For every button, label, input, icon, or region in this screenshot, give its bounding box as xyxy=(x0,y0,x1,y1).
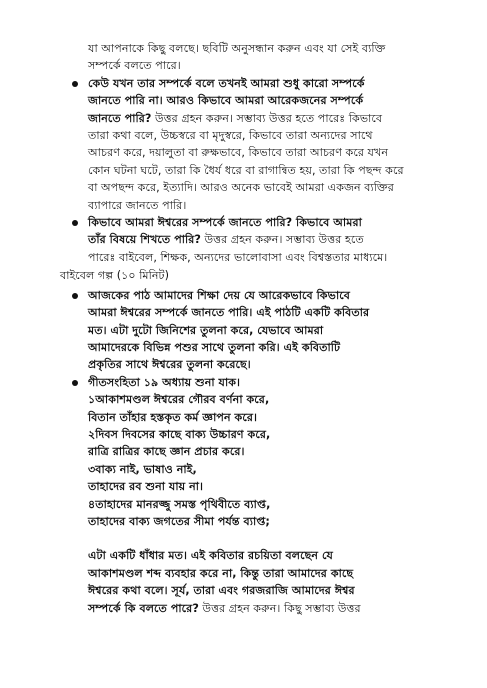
bullet-icon xyxy=(72,220,78,226)
list-item xyxy=(60,287,443,374)
verse-line: বিতান তাঁহার হস্তকৃত কর্ম জ্ঞাপন করে। xyxy=(88,410,258,424)
text-line: তারা কথা বলে, উচ্চস্বরে বা মৃদুস্বরে, কিভাবে তারা অন্যদের সাথে xyxy=(88,129,373,143)
verse-line: তাহাদের বাক্য জগতের সীমা পর্যন্ত ব্যাপ্ত; xyxy=(88,514,270,528)
text-line: বা অপছন্দ করে, ইত্যাদি। আরও অনেক ভাবেই আমরা একজন ব্যক্তির xyxy=(88,181,394,195)
bold-line: মত। এটা দুটো জিনিশের তুলনা করে, যেভাবে আমরা xyxy=(88,323,324,337)
text-line: আচরণ করে, দয়ালুতা বা রুক্ষভাবে, কিভাবে তারা আচরণ করে যখন xyxy=(88,146,389,160)
bold-question: সম্পর্কে কি বলতে পারে? xyxy=(88,601,199,615)
text-line: যা আপনাকে কিছু বলছে। ছবিটি অনুসন্ধান করুন এবং যা সেই ব্যক্তি xyxy=(88,42,386,55)
text-line: ব্যাপারে জানতে পারি। xyxy=(88,198,187,212)
verse-line: ২দিবস দিবসের কাছে বাক্য উচ্চারণ করে, xyxy=(88,427,271,441)
verse-line: ৩বাক্য নাই, ভাষাও নাই, xyxy=(88,462,197,476)
closing-paragraph xyxy=(60,547,443,617)
verse-line: তাহাদের রব শুনা যায় না। xyxy=(88,480,204,494)
text-line: পারেঃ বাইবেল, শিক্ষক, অন্যদের ভালোবাসা এবং বিশ্বস্ততার মাধ্যমে। xyxy=(88,250,388,264)
bold-question: তাঁর বিষয়ে শিখতে পারি? xyxy=(88,233,201,247)
text-run: উত্তর গ্রহন করুন। কিছু সম্ভাব্য উত্তর xyxy=(198,601,361,615)
bold-line: গীতসংহিতা ১৯ অধ্যায় শুনা যাক। xyxy=(88,375,241,389)
verse-line: রাত্রি রাত্রির কাছে জ্ঞান প্রচার করে। xyxy=(88,445,245,459)
bold-line: আজকের পাঠ আমাদের শিক্ষা দেয় যে আরেকভাবে কিভাবে xyxy=(88,288,350,302)
list-item xyxy=(60,374,443,531)
list-item xyxy=(60,75,443,214)
verse-line: ১আকাশমণ্ডল ঈশ্বরের গৌরব বর্ণনা করে, xyxy=(88,393,270,407)
list-item xyxy=(60,214,443,266)
bold-line: কেউ যখন তার সম্পর্কে বলে তখনই আমরা শুধু কারো সম্পর্কে xyxy=(88,76,365,90)
bullet-icon xyxy=(72,380,78,386)
bullet-icon xyxy=(72,81,78,87)
text-line: কোন ঘটনা ঘটে, তারা কি ধৈর্য ধরে বা রাগান্বিত হয়, তারা কি পছন্দ করে xyxy=(88,163,404,177)
bold-question: জানতে পারি? xyxy=(88,111,152,125)
bold-line: ঈশ্বরের কথা বলে। সূর্য, তারা এবং গরজরাজি আমাদের ঈশ্বর xyxy=(88,584,355,598)
text-line: সম্পর্কে বলতে পারে। xyxy=(88,59,181,73)
spacer xyxy=(60,530,443,547)
verse-line: ৪তাহাদের মানরজ্জু সমস্ত পৃথিবীতে ব্যাপ্ত, xyxy=(88,497,271,511)
bold-line: আকাশমণ্ডল শব্দ ব্যবহার করে না, কিন্তু তারা আমাদের কাছে xyxy=(88,566,354,580)
text-run: উত্তর গ্রহন করুন। সম্ভাব্য উত্তর হতে পারেঃ কিভাবে xyxy=(151,111,383,125)
intro-paragraph xyxy=(60,40,443,75)
bold-line: আমাদেরকে বিভিন্ন পশুর সাথে তুলনা করি। এই কবিতাটি xyxy=(88,340,341,354)
bold-line: প্রকৃতির সাথে ঈশ্বরের তুলনা করেছে। xyxy=(88,358,251,372)
bold-line: জানতে পারি না। আরও কিভাবে আমরা আরেকজনের সম্পর্কে xyxy=(88,94,364,108)
bold-line: কিভাবে আমরা ঈশ্বরের সম্পর্কে জানতে পারি? কিভাবে আমরা xyxy=(88,216,362,230)
text-run: উত্তর গ্রহন করুন। সম্ভাব্য উত্তর হতে xyxy=(200,233,364,247)
section-heading: বাইবেল গল্প (১০ মিনিট) xyxy=(60,269,169,283)
bold-line: এটা একটি ধাঁধার মত। এই কবিতার রচয়িতা বলছেন যে xyxy=(88,549,333,563)
bold-line: আমরা ঈশ্বরের সম্পর্কে জানতে পারি। এই পাঠটি একটি কবিতার xyxy=(88,306,370,320)
bullet-icon xyxy=(72,293,78,299)
